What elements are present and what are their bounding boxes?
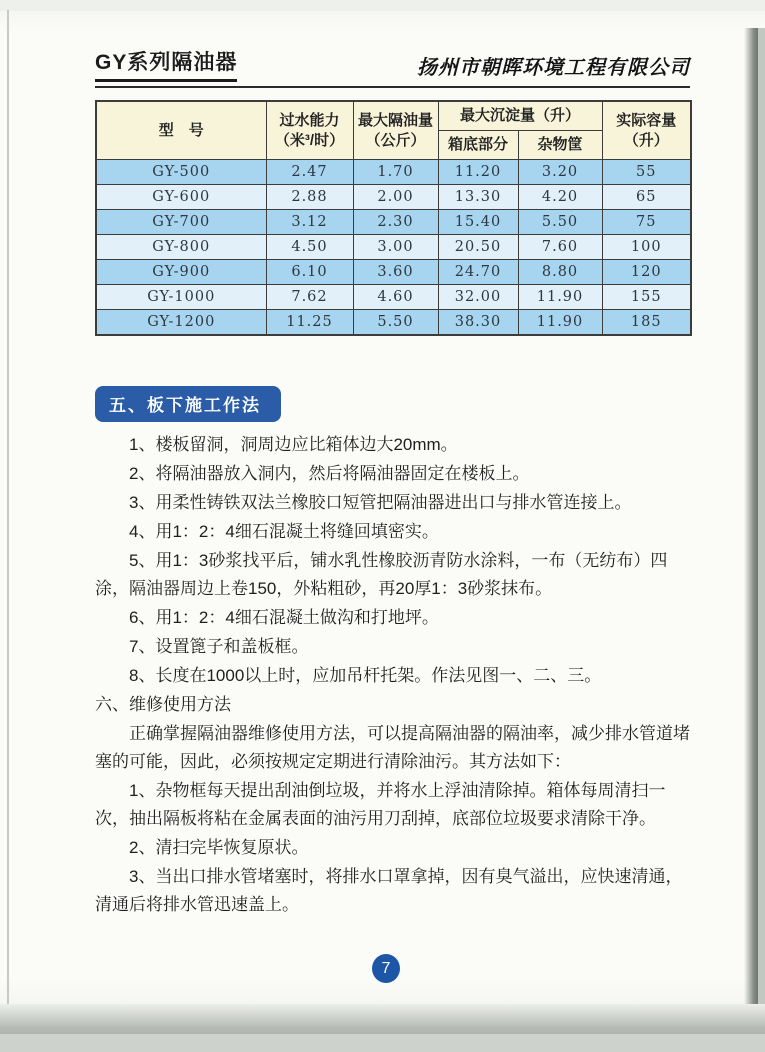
cell-sediment-box: 24.70 (438, 260, 518, 285)
cell-sediment-basket: 3.20 (518, 160, 602, 185)
cell-capacity: 155 (602, 285, 691, 310)
cell-sediment-box: 13.30 (438, 185, 518, 210)
cell-flow: 7.62 (266, 285, 353, 310)
section5-heading-badge: 五、板下施工作法 (95, 386, 281, 422)
cell-sediment-basket: 4.20 (518, 185, 602, 210)
section5-item: 1、楼板留洞，洞周边应比箱体边大20mm。 (129, 435, 458, 454)
col-header-sediment: 最大沉淀量（升） (438, 101, 602, 131)
table-row (96, 285, 691, 310)
section5-item: 3、用柔性铸铁双法兰橡胶口短管把隔油器进出口与排水管连接上。 (129, 493, 632, 512)
cell-flow: 6.10 (266, 260, 353, 285)
cell-oil: 2.30 (353, 210, 438, 235)
cell-model: GY-1200 (96, 310, 266, 335)
col-header-oil (353, 101, 438, 160)
table-row (96, 210, 691, 235)
section6-item: 1、杂物框每天提出刮油倒垃圾，并将水上浮油清除掉。箱体每周清扫一次，抽出隔板将粘在金属表面的油污用刀刮掉，底部位垃圾要求清除干净。 (95, 781, 666, 828)
cell-capacity: 185 (602, 310, 691, 335)
company-name: 扬州市朝晖环境工程有限公司 (417, 55, 690, 79)
spec-table-header (96, 101, 691, 160)
document-title: GY系列隔油器 (95, 46, 237, 82)
section5-item: 6、用1：2：4细石混凝土做沟和打地坪。 (129, 608, 439, 627)
table-row (96, 235, 691, 260)
col-header-capacity-label: 实际容量 (616, 111, 677, 129)
cell-model: GY-600 (96, 185, 266, 210)
scan-right-edge (758, 28, 765, 1052)
cell-oil: 4.60 (353, 285, 438, 310)
cell-capacity: 75 (602, 210, 691, 235)
cell-model: GY-700 (96, 210, 266, 235)
cell-sediment-basket: 8.80 (518, 260, 602, 285)
col-header-flow-unit: （米³/时） (274, 131, 345, 149)
cell-flow: 3.12 (266, 210, 353, 235)
cell-sediment-basket: 11.90 (518, 285, 602, 310)
cell-model: GY-900 (96, 260, 266, 285)
table-row (96, 310, 691, 335)
table-row (96, 260, 691, 285)
spec-table (95, 100, 692, 336)
cell-sediment-box: 11.20 (438, 160, 518, 185)
cell-model: GY-500 (96, 160, 266, 185)
cell-oil: 3.00 (353, 235, 438, 260)
cell-flow: 11.25 (266, 310, 353, 335)
section6-intro: 正确掌握隔油器维修使用方法，可以提高隔油器的隔油率，减少排水管道堵塞的可能，因此，必须按规定定期进行清除油污。其方法如下： (95, 724, 690, 771)
section6-item: 2、清扫完毕恢复原状。 (129, 838, 309, 857)
cell-oil: 1.70 (353, 160, 438, 185)
scan-bottom-edge (0, 1034, 765, 1052)
cell-sediment-box: 38.30 (438, 310, 518, 335)
table-row (96, 160, 691, 185)
cell-sediment-basket: 5.50 (518, 210, 602, 235)
document-header (95, 46, 690, 82)
scan-top-edge (0, 0, 765, 11)
page-content (95, 46, 690, 336)
section5-item: 7、设置篦子和盖板框。 (129, 637, 309, 656)
cell-sediment-box: 32.00 (438, 285, 518, 310)
section5-item: 2、将隔油器放入洞内，然后将隔油器固定在楼板上。 (129, 464, 530, 483)
cell-model: GY-1000 (96, 285, 266, 310)
cell-sediment-basket: 11.90 (518, 310, 602, 335)
col-header-oil-unit: （公斤） (365, 131, 426, 149)
cell-oil: 5.50 (353, 310, 438, 335)
cell-oil: 3.60 (353, 260, 438, 285)
cell-sediment-box: 20.50 (438, 235, 518, 260)
col-header-flow-label: 过水能力 (279, 111, 340, 129)
cell-flow: 4.50 (266, 235, 353, 260)
col-header-model-label: 型 号 (158, 121, 204, 139)
cell-sediment-basket: 7.60 (518, 235, 602, 260)
col-header-capacity-unit: （升） (623, 131, 669, 149)
scan-left-edge (7, 10, 9, 1006)
section5-item: 8、长度在1000以上时，应加吊杆托架。作法见图一、二、三。 (129, 666, 602, 685)
text-sections (95, 386, 695, 920)
cell-capacity: 120 (602, 260, 691, 285)
cell-model: GY-800 (96, 235, 266, 260)
col-header-capacity (602, 101, 691, 160)
cell-capacity: 65 (602, 185, 691, 210)
col-header-flow (266, 101, 353, 160)
spec-table-body (96, 160, 691, 335)
cell-sediment-box: 15.40 (438, 210, 518, 235)
cell-flow: 2.47 (266, 160, 353, 185)
page-number-badge: 7 (372, 954, 400, 983)
scan-bottom-band (0, 1004, 765, 1034)
section5-item: 5、用1：3砂浆找平后，铺水乳性橡胶沥青防水涂料，一布（无纺布）四涂，隔油器周边上卷150，外粘粗砂，再20厚1：3砂浆抹布。 (95, 551, 668, 598)
scan-right-shadow (744, 28, 758, 1052)
col-header-sediment-box: 箱底部分 (438, 131, 518, 160)
table-row (96, 185, 691, 210)
header-rule (95, 86, 690, 88)
col-header-oil-label: 最大隔油量 (357, 111, 433, 129)
cell-capacity: 100 (602, 235, 691, 260)
col-header-sediment-basket: 杂物筐 (518, 131, 602, 160)
col-header-model (96, 101, 266, 160)
cell-flow: 2.88 (266, 185, 353, 210)
cell-oil: 2.00 (353, 185, 438, 210)
cell-capacity: 55 (602, 160, 691, 185)
section6-heading: 六、维修使用方法 (95, 695, 231, 714)
section5-item: 4、用1：2：4细石混凝土将缝回填密实。 (129, 522, 439, 541)
section6-item: 3、当出口排水管堵塞时，将排水口罩拿掉，因有臭气溢出，应快速清通，清通后将排水管迅速盖上。 (95, 867, 683, 914)
